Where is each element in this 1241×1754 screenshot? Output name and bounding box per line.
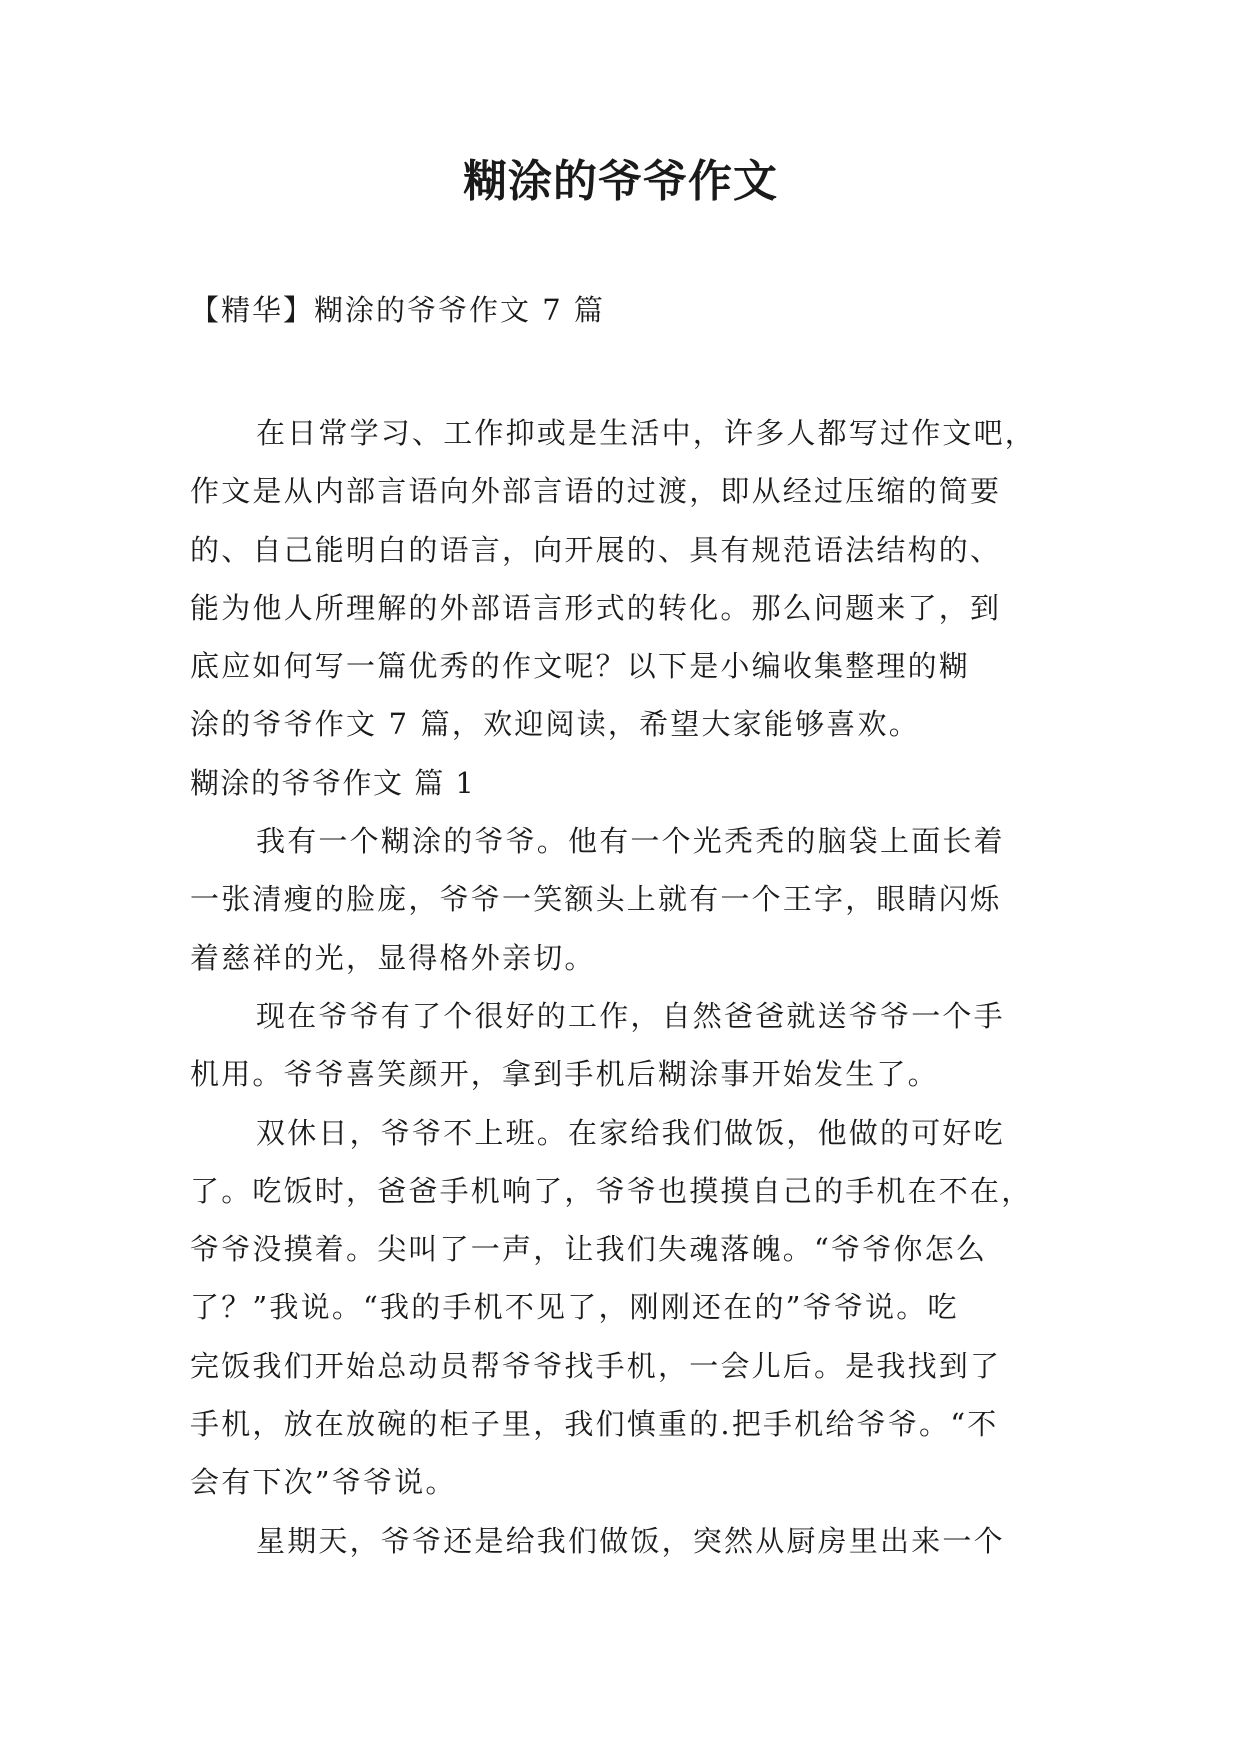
text-line: 爷爷没摸着。尖叫了一声，让我们失魂落魄。“爷爷你怎么 [190, 1232, 988, 1267]
document-title: 糊涂的爷爷作文 [463, 156, 778, 207]
paragraph-4 [190, 1512, 1060, 1570]
document-subtitle: 【精华】糊涂的爷爷作文 7 篇 [190, 293, 605, 327]
text-line: 了。吃饭时，爸爸手机响了，爷爷也摸摸自己的手机在不在， [190, 1173, 1033, 1208]
text-line: 手机，放在放碗的柜子里，我们慎重的.把手机给爷爷。“不 [190, 1407, 999, 1442]
document-body [190, 404, 1060, 1570]
text-line: 会有下次”爷爷说。 [190, 1465, 457, 1500]
text-line: 底应如何写一篇优秀的作文呢？以下是小编收集整理的糊 [190, 649, 971, 684]
text-line: 我有一个糊涂的爷爷。他有一个光秃秃的脑袋上面长着 [256, 824, 1005, 859]
text-line: 涂的爷爷作文 7 篇，欢迎阅读，希望大家能够喜欢。 [190, 707, 920, 742]
paragraph-3 [190, 1104, 1060, 1512]
text-line: 机用。爷爷喜笑颜开，拿到手机后糊涂事开始发生了。 [190, 1057, 939, 1092]
paragraph-2 [190, 987, 1060, 1104]
paragraph-1 [190, 812, 1060, 987]
text-line: 完饭我们开始总动员帮爷爷找手机，一会儿后。是我找到了 [190, 1348, 1002, 1383]
intro-paragraph [190, 404, 1060, 754]
text-line: 能为他人所理解的外部语言形式的转化。那么问题来了，到 [190, 590, 1002, 625]
text-line: 现在爷爷有了个很好的工作，自然爸爸就送爷爷一个手 [256, 998, 1005, 1033]
text-line: 双休日，爷爷不上班。在家给我们做饭，他做的可好吃 [256, 1115, 1005, 1150]
text-line: 的、自己能明白的语言，向开展的、具有规范语法结构的、 [190, 532, 1002, 567]
text-line: 在日常学习、工作抑或是生活中，许多人都写过作文吧， [256, 416, 1037, 450]
text-line: 作文是从内部言语向外部言语的过渡，即从经过压缩的简要 [190, 474, 1002, 509]
text-line: 了？”我说。“我的手机不见了，刚刚还在的”爷爷说。吃 [190, 1290, 959, 1325]
section-heading: 糊涂的爷爷作文 篇 1 [190, 765, 476, 800]
text-line: 着慈祥的光，显得格外亲切。 [190, 940, 596, 975]
text-line: 一张清瘦的脸庞，爷爷一笑额头上就有一个王字，眼睛闪烁 [190, 882, 1002, 917]
text-line: 星期天，爷爷还是给我们做饭，突然从厨房里出来一个 [256, 1523, 1005, 1558]
